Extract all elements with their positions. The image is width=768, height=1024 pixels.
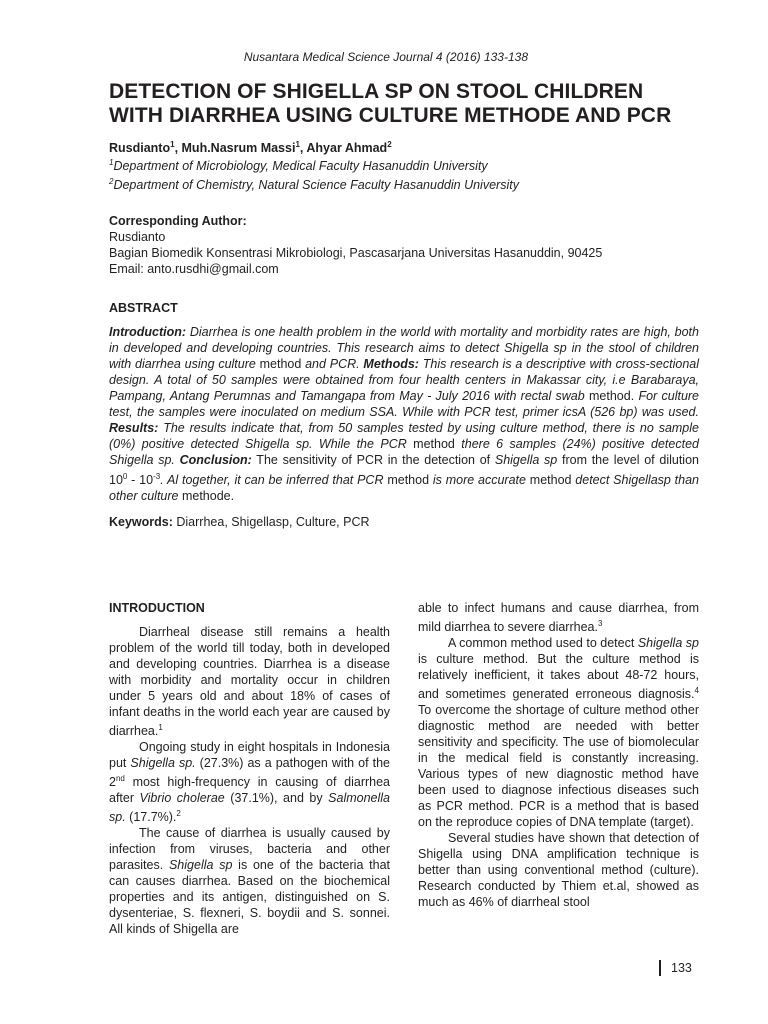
abstract-text: Diarrhea is one health problem in the world with mortality and morbidity rates are high, both in developed and developing countries. This research aims to detect Shigella sp in the stool of children with diarrhea using culture: [109, 325, 699, 372]
citation-ref: 2: [176, 809, 181, 819]
abstract-text: from the level of dilution 10: [109, 452, 699, 487]
paper-title: DETECTION OF SHIGELLA SP ON STOOL CHILDREN WITH DIARRHEA USING CULTURE METHODE AND PCR: [109, 80, 672, 127]
affil-text: Department of Chemistry, Natural Science Faculty Hasanuddin University: [113, 178, 519, 193]
page-number: [659, 960, 692, 976]
paragraph-text: is culture method. But the culture method is relatively inefficient, it takes about 48-72 hours, and sometimes generated erroneous diagnosis.: [418, 652, 699, 702]
paragraph-text: (17.7%).: [125, 810, 177, 825]
abstract-label: Results:: [109, 420, 159, 435]
corresponding-email: Email: anto.rusdhi@gmail.com: [109, 262, 279, 277]
paragraph-text: most high-frequency in causing of diarrhea after: [109, 775, 390, 806]
species-name: Shigella sp.: [130, 756, 196, 771]
corresponding-name: Rusdianto: [109, 230, 166, 245]
paragraph: [418, 830, 699, 910]
author-name: Muh.Nasrum Massi: [181, 141, 296, 156]
paragraph-text: able to infect humans and cause diarrhea, from mild diarrhea to severe diarrhea.: [418, 601, 699, 635]
page-number-divider: [659, 960, 661, 976]
citation-ref: 3: [597, 619, 603, 628]
author-affil-mark: 1: [295, 140, 300, 149]
abstract-text: Shigella sp: [494, 452, 558, 467]
right-column: [418, 600, 699, 937]
species-name: Vibrio cholerae: [139, 791, 225, 806]
citation-ref: 1: [158, 723, 163, 732]
corresponding-heading: Corresponding Author:: [109, 214, 247, 229]
page-number-text: 133: [671, 961, 692, 975]
abstract-text: . Al together, it can be inferred that PCR: [160, 472, 388, 487]
body-columns: [109, 600, 699, 937]
abstract-heading: ABSTRACT: [109, 301, 178, 316]
paragraph: [109, 825, 390, 937]
abstract-sup: -3: [153, 471, 161, 481]
abstract-text: - 10: [127, 472, 154, 487]
abstract-text: For culture test, the samples were inoculated on medium SSA. While with PCR test, primer icsA (526 bp) was used.: [109, 389, 700, 419]
paragraph: [418, 635, 699, 830]
abstract-text: detect Shigellasp than other culture: [109, 472, 700, 503]
paragraph-text: Diarrheal disease still remains a health problem of the world till today, both in developed and developing countries. Diarrhea is a disease with morbidity and mortality occur in children under 5 years old and about 18% of cases of infant deaths in the world each year are caused by diarrhea.: [109, 625, 390, 739]
journal-header: Nusantara Medical Science Journal 4 (2016) 133-138: [243, 50, 528, 64]
paragraph-text: is one of the bacteria that can causes diarrhea. Based on the biochemical properties and its antigen, distinguished on S. dysenteriae, S. flexneri, S. boydii and S. sonnei. All kinds of Shigella are: [109, 858, 391, 937]
paragraph-text: (27.3%) as a pathogen with of the 2: [109, 756, 390, 790]
species-name: Shigella sp: [637, 636, 699, 651]
ordinal-sup: nd: [115, 774, 125, 784]
paragraph: [418, 600, 699, 635]
abstract-text: and PCR.: [301, 357, 364, 372]
paragraph-text: Ongoing study in eight hospitals in Indonesia put: [109, 740, 390, 771]
abstract-label: Methods:: [363, 357, 419, 372]
keywords-label: Keywords:: [109, 514, 173, 529]
species-name: Shigella sp: [168, 858, 233, 873]
abstract-text: method: [259, 357, 302, 372]
abstract-sup: 0: [122, 471, 128, 481]
abstract-text: method: [387, 472, 430, 487]
corresponding-address: Bagian Biomedik Konsentrasi Mikrobiologi, Pascasarjana Universitas Hasanuddin, 90425: [109, 246, 603, 261]
author-affil-mark: 2: [387, 140, 392, 149]
author-name: Rusdianto: [109, 141, 171, 156]
paragraph: [109, 624, 390, 739]
section-heading-introduction: INTRODUCTION: [109, 601, 205, 615]
abstract-text: method: [413, 436, 455, 451]
citation-ref: 4: [694, 686, 699, 696]
abstract-text: there 6 samples (24%) positive detected Shigella sp.: [109, 436, 699, 467]
corresponding-author-block: [109, 213, 699, 277]
abstract-text: The results indicate that, from 50 samples tested by using culture method, there is no sample (0%) positive detected Shigella sp. While the PCR: [109, 420, 699, 451]
abstract-text: This research is a descriptive with cross-sectional design. A total of 50 samples were obtained from four health centers in Makassar city, i.e Barabaraya, Pampang, Antang Perumnas and Tamangapa from May - July 2016 with rectal swab: [109, 357, 700, 404]
author-affil-mark: 1: [170, 140, 175, 149]
paragraph: [109, 739, 390, 825]
author-list: Rusdianto$^1$, Muh.Nasrum Massi$^1$, Ahyar Ahmad$^2$: [109, 140, 392, 156]
paragraph-text: A common method used to detect: [448, 636, 638, 651]
abstract-text: methode.: [181, 488, 235, 503]
abstract-text: method: [529, 472, 572, 487]
abstract-text: The sensitivity of PCR in the detection of: [251, 452, 495, 467]
abstract-text: method.: [589, 389, 635, 404]
affiliation: [109, 155, 699, 174]
abstract-text: is more accurate: [429, 472, 530, 487]
paragraph-text: To overcome the shortage of culture method other diagnostic method are needed with better sensitivity and specificity. The use of biomolecular in the medical field is constantly increasing. Various types of new diagnostic method have been used to diagnose infectious diseases such as PCR method. PCR is a method that is based on the reproduce copies of DNA template (target).: [418, 703, 699, 830]
affil-text: Department of Microbiology, Medical Faculty Hasanuddin University: [113, 159, 488, 174]
affil-mark: 2: [109, 177, 114, 187]
paragraph-text: The cause of diarrhea is usually caused by infection from viruses, bacteria and other parasites.: [109, 826, 390, 873]
abstract-label: Introduction:: [109, 325, 187, 340]
paper-front-matter: [109, 80, 699, 529]
keywords: [109, 515, 699, 529]
paragraph-text: Several studies have shown that detection of Shigella using DNA amplification technique is better than using conventional method (culture). Research conducted by Thiem et.al, showed as much as 46% of diarrheal stool: [418, 831, 699, 910]
left-column: [109, 600, 390, 937]
paragraph-text: (37.1%), and by: [224, 791, 329, 806]
abstract-label: Conclusion:: [179, 452, 252, 467]
affil-mark: 1: [109, 158, 114, 168]
species-name: Salmonella sp.: [109, 791, 390, 825]
abstract-body: [109, 325, 699, 504]
affiliation: [109, 174, 699, 193]
author-name: Ahyar Ahmad: [306, 141, 388, 156]
keywords-text: Diarrhea, Shigellasp, Culture, PCR: [172, 514, 370, 529]
